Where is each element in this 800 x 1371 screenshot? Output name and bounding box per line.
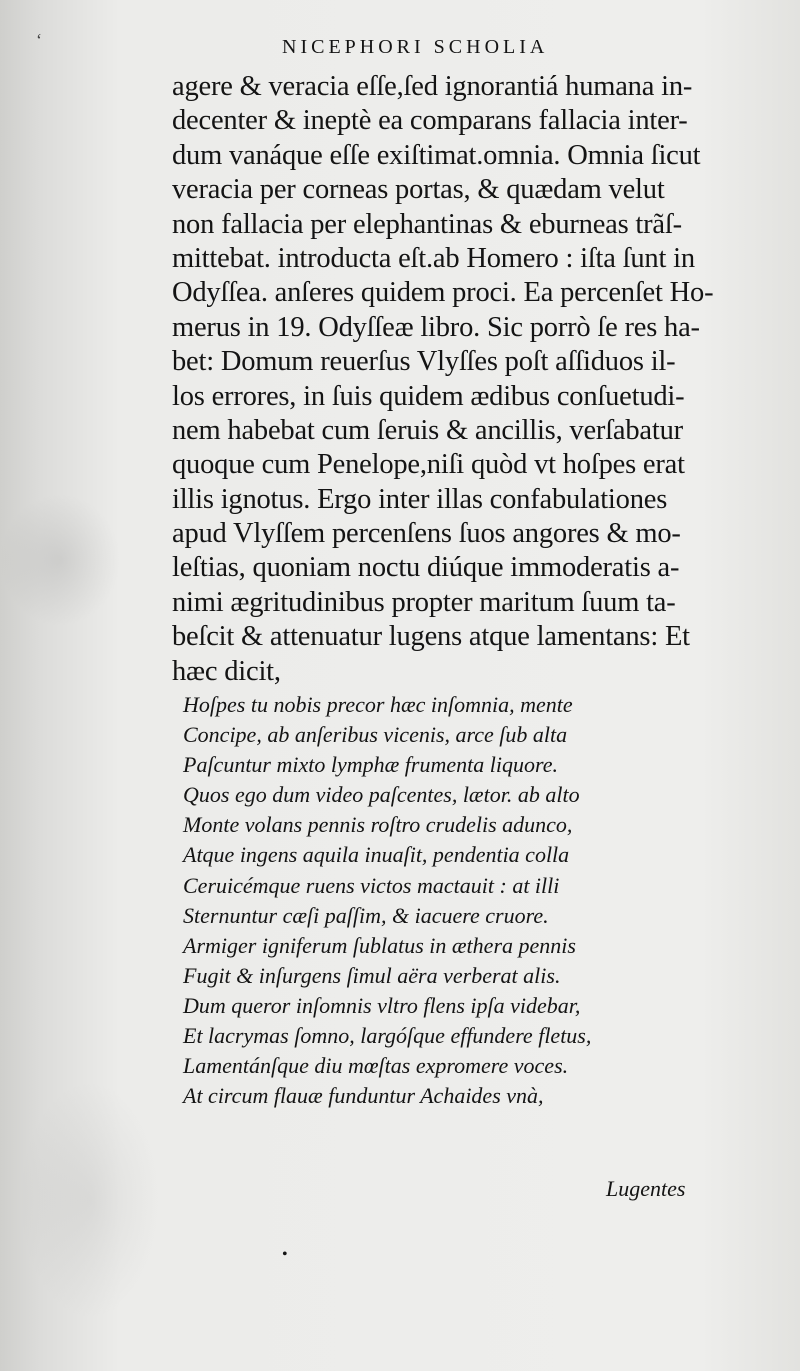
margin-mark: ʻ [36, 30, 42, 50]
prose-line: dum vanáque eſſe exiſtimat.omnia. Omnia ſicut [172, 139, 701, 171]
prose-line: decenter & ineptè ea comparans fallacia inter- [172, 105, 688, 137]
verse-line: Fugit & inſurgens ſimul aëra verberat alis. [183, 962, 561, 988]
prose-line: agere & veracia eſſe,ſed ignorantiá humana in- [172, 71, 693, 102]
prose-line: apud Vlyſſem percenſens ſuos angores & mo- [172, 518, 681, 550]
verse-line: Concipe, ab anſeribus vicenis, arce ſub alta [183, 722, 568, 748]
verse-line: Armiger igniferum ſublatus in æthera pennis [183, 932, 576, 958]
verse-line: Paſcuntur mixto lymphæ frumenta liquore. [183, 752, 558, 778]
verse-line: Dum queror inſomnis vltro flens ipſa videbar, [183, 992, 581, 1018]
prose-line: mittebat. introducta eſt.ab Homero : iſta ſunt in [172, 242, 695, 274]
catchword: Lugentes [606, 1176, 686, 1201]
running-head: NICEPHORI SCHOLIA [282, 36, 549, 58]
verse-line: Monte volans pennis roſtro crudelis adunco, [183, 812, 573, 838]
verse-line: Atque ingens aquila inuaſit, pendentia colla [183, 842, 570, 868]
prose-line: merus in 19. Odyſſeæ libro. Sic porrò ſe res ha- [172, 311, 700, 343]
prose-line: los errores, in ſuis quidem ædibus conſuetudi- [172, 380, 685, 412]
prose-line: bet: Domum reuerſus Vlyſſes poſt aſſiduos il- [172, 346, 676, 378]
prose-line: non fallacia per elephantinas & eburneas trãſ- [172, 208, 682, 240]
prose-line: hæc dicit, [172, 655, 281, 687]
verse-block [183, 690, 743, 1111]
prose-line: Odyſſea. anſeres quidem proci. Ea percenſet Ho- [172, 277, 714, 309]
verse-line: Lamentánſque diu mœſtas expromere voces. [183, 1053, 569, 1079]
verse-line: At circum flauæ funduntur Achaides vnà, [183, 1083, 544, 1109]
verse-line: Hoſpes tu nobis precor hæc inſomnia, mente [183, 692, 573, 717]
prose-line: illis ignotus. Ergo inter illas confabulationes [172, 483, 668, 515]
prose-line: nimi ægritudinibus propter maritum ſuum ta- [172, 586, 676, 618]
verse-line: Quos ego dum video paſcentes, lætor. ab alto [183, 782, 580, 808]
prose-line: leſtias, quoniam noctu diúque immoderatis a- [172, 552, 680, 584]
prose-line: veracia per corneas portas, & quædam velut [172, 174, 665, 206]
prose-line: nem habebat cum ſeruis & ancillis, verſabatur [172, 414, 683, 446]
verse-line: Et lacrymas ſomno, largóſque effundere fletus, [183, 1023, 592, 1049]
prose-block [172, 70, 772, 689]
prose-line: beſcit & attenuatur lugens atque lamentans: Et [172, 621, 690, 653]
ink-dot: • [282, 1246, 288, 1263]
verse-line: Sternuntur cæſi paſſim, & iacuere cruore. [183, 902, 549, 928]
verse-line: Ceruicémque ruens victos mactauit : at illi [183, 872, 560, 898]
prose-line: quoque cum Penelope,niſi quòd vt hoſpes erat [172, 449, 685, 481]
